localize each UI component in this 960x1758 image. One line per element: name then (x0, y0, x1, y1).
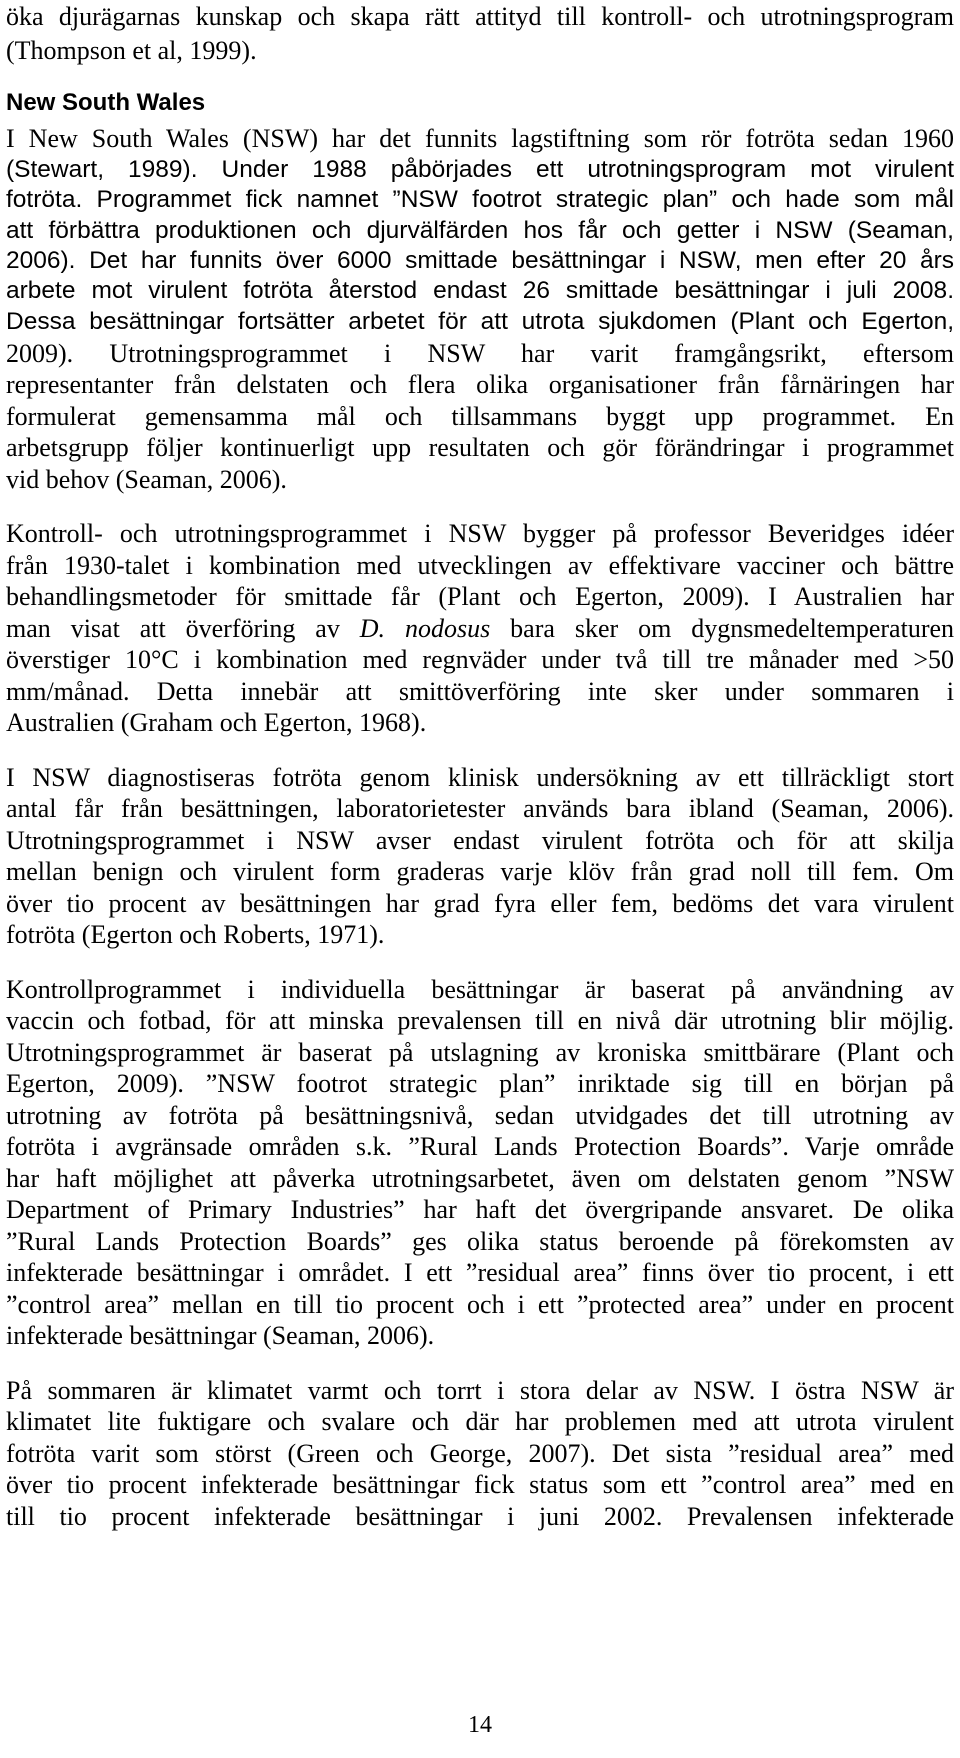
text-line: infekterade besättningar (Seaman, 2006). (6, 1321, 435, 1350)
text-line: har haft möjlighet att påverka utrotningsarbetet, även om delstaten genom ”NSW (6, 1164, 954, 1193)
text-line: I New South Wales (NSW) har det funnits lagstiftning som rör fotröta sedan 1960 (6, 124, 954, 153)
text-line: Australien (Graham och Egerton, 1968). (6, 708, 427, 737)
text-line: ”Rural Lands Protection Boards” ges olika status beroende på förekomsten av (6, 1227, 954, 1256)
text-line: mellan benign och virulent form graderas varje klöv från grad noll till fem. Om (6, 857, 954, 886)
text-line: Egerton, 2009). ”NSW footrot strategic plan” inriktade sig till en början på (6, 1069, 954, 1098)
text-line: 2006). Det har funnits över 6000 smittade besättningar i NSW, men efter 20 års (6, 247, 954, 274)
text-line: Kontrollprogrammet i individuella besättningar är baserat på användning av (6, 975, 954, 1004)
page-number: 14 (468, 1712, 492, 1738)
text-line: antal får från besättningen, laboratorietester används bara ibland (Seaman, 2006). (6, 794, 954, 823)
text-line: öka djurägarnas kunskap och skapa rätt attityd till kontroll- och utrotningsprogram (6, 2, 954, 31)
text-line: över tio procent av besättningen har grad fyra eller fem, bedöms det vara virulent (6, 889, 954, 918)
text-line: till tio procent infekterade besättningar i juni 2002. Prevalensen infekterade (6, 1502, 954, 1531)
text-line: vid behov (Seaman, 2006). (6, 465, 287, 494)
text-line: från 1930-talet i kombination med utvecklingen av effektivare vacciner och bättre (6, 551, 954, 580)
text-line: representanter från delstaten och flera olika organisationer från fårnäringen har (6, 370, 954, 399)
text-line: behandlingsmetoder för smittade får (Plant och Egerton, 2009). I Australien har (6, 582, 954, 611)
text-line: att förbättra produktionen och djurvälfärden hos får och getter i NSW (Seaman, (6, 217, 954, 244)
text-line: Kontroll- och utrotningsprogrammet i NSW bygger på professor Beveridges idéer (6, 519, 954, 548)
text-line: fotröta (Egerton och Roberts, 1971). (6, 920, 385, 949)
text-line: (Thompson et al, 1999). (6, 36, 257, 65)
text-line: (Stewart, 1989). Under 1988 påbörjades ett utrotningsprogram mot virulent (6, 156, 954, 183)
text-line: mm/månad. Detta innebär att smittöverföring inte sker under sommaren i (6, 677, 954, 706)
text-line (6, 612, 954, 646)
text-line: infekterade besättningar i området. I ett ”residual area” finns över tio procent, i ett (6, 1258, 954, 1287)
text-line: över tio procent infekterade besättningar fick status som ett ”control area” med en (6, 1470, 954, 1499)
species-name: D. nodosus (359, 614, 491, 643)
text-line: arbetsgrupp följer kontinuerligt upp resultaten och gör förändringar i programmet (6, 433, 954, 462)
text-line: ”control area” mellan en till tio procent och i ett ”protected area” under en procent (6, 1290, 954, 1319)
text-line: fotröta. Programmet fick namnet ”NSW footrot strategic plan” och hade som mål (6, 186, 954, 213)
text-line: Utrotningsprogrammet i NSW avser endast virulent fotröta och för att skilja (6, 826, 954, 855)
text-line: arbete mot virulent fotröta återstod endast 26 smittade besättningar i juli 2008. (6, 277, 954, 304)
text-line: Utrotningsprogrammet är baserat på utslagning av kroniska smittbärare (Plant och (6, 1038, 954, 1067)
text-line: klimatet lite fuktigare och svalare och där har problemen med att utrota virulent (6, 1407, 954, 1436)
text-line: utrotning av fotröta på besättningsnivå, sedan utvidgades det till utrotning av (6, 1101, 954, 1130)
text-run: man visat att överföring av (6, 614, 360, 643)
text-line: I NSW diagnostiseras fotröta genom klinisk undersökning av ett tillräckligt stort (6, 763, 954, 792)
text-line: formulerat gemensamma mål och tillsammans byggt upp programmet. En (6, 402, 954, 431)
text-line: fotröta i avgränsade områden s.k. ”Rural Lands Protection Boards”. Varje område (6, 1132, 954, 1161)
text-line: På sommaren är klimatet varmt och torrt i stora delar av NSW. I östra NSW är (6, 1376, 954, 1405)
text-line: Dessa besättningar fortsätter arbetet för att utrota sjukdomen (Plant och Egerton, (6, 308, 954, 335)
text-line: vaccin och fotbad, för att minska prevalensen till en nivå där utrotning blir möjlig. (6, 1006, 954, 1035)
text-line: fotröta varit som störst (Green och George, 2007). Det sista ”residual area” med (6, 1439, 954, 1468)
text-line: överstiger 10°C i kombination med regnväder under två till tre månader med >50 (6, 645, 954, 674)
text-line: Department of Primary Industries” har haft det övergripande ansvaret. De olika (6, 1195, 954, 1224)
text-line: 2009). Utrotningsprogrammet i NSW har varit framgångsrikt, eftersom (6, 339, 954, 368)
text-run: bara sker om dygnsmedeltemperaturen (490, 614, 955, 643)
section-heading: New South Wales (6, 89, 206, 116)
